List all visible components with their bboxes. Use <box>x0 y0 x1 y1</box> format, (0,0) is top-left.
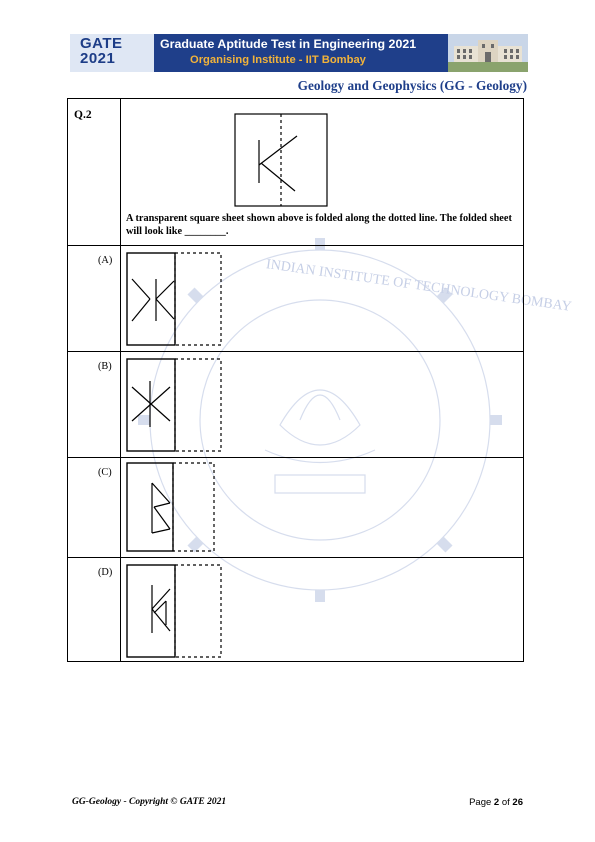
question-figure <box>234 113 328 207</box>
watermark-text: INDIAN INSTITUTE OF TECHNOLOGY BOMBAY <box>265 257 573 315</box>
institute-building-icon <box>448 34 528 72</box>
question-number: Q.2 <box>74 109 92 121</box>
footer-copyright: GG-Geology - Copyright © GATE 2021 <box>72 797 227 807</box>
question-table <box>67 98 524 662</box>
header-banner <box>154 34 528 72</box>
option-c-figure <box>126 461 216 555</box>
logo-line1: GATE <box>80 35 123 52</box>
option-b-label: (B) <box>98 361 112 372</box>
option-b-figure <box>126 357 222 453</box>
gate-logo <box>70 34 154 72</box>
table-row-divider <box>68 557 523 558</box>
header-subtitle: Organising Institute - IIT Bombay <box>190 54 366 66</box>
question-text: A transparent square sheet shown above is folded along the dotted line. The folded sheet will look like ________. <box>126 213 512 237</box>
table-row-divider <box>68 457 523 458</box>
paper-title: Geology and Geophysics (GG - Geology) <box>297 78 527 93</box>
option-a-label: (A) <box>98 255 113 266</box>
logo-line2: 2021 <box>80 50 116 67</box>
table-column-divider <box>120 99 121 661</box>
option-c-label: (C) <box>98 467 112 478</box>
table-row-divider <box>68 351 523 352</box>
table-row-divider <box>68 245 523 246</box>
option-a-figure <box>126 251 222 347</box>
option-d-figure <box>126 563 222 659</box>
footer-page-number: Page 2 of 26 <box>469 797 523 808</box>
header-title: Graduate Aptitude Test in Engineering 2021 <box>160 37 417 51</box>
page-header <box>70 34 528 72</box>
option-d-label: (D) <box>98 567 113 578</box>
